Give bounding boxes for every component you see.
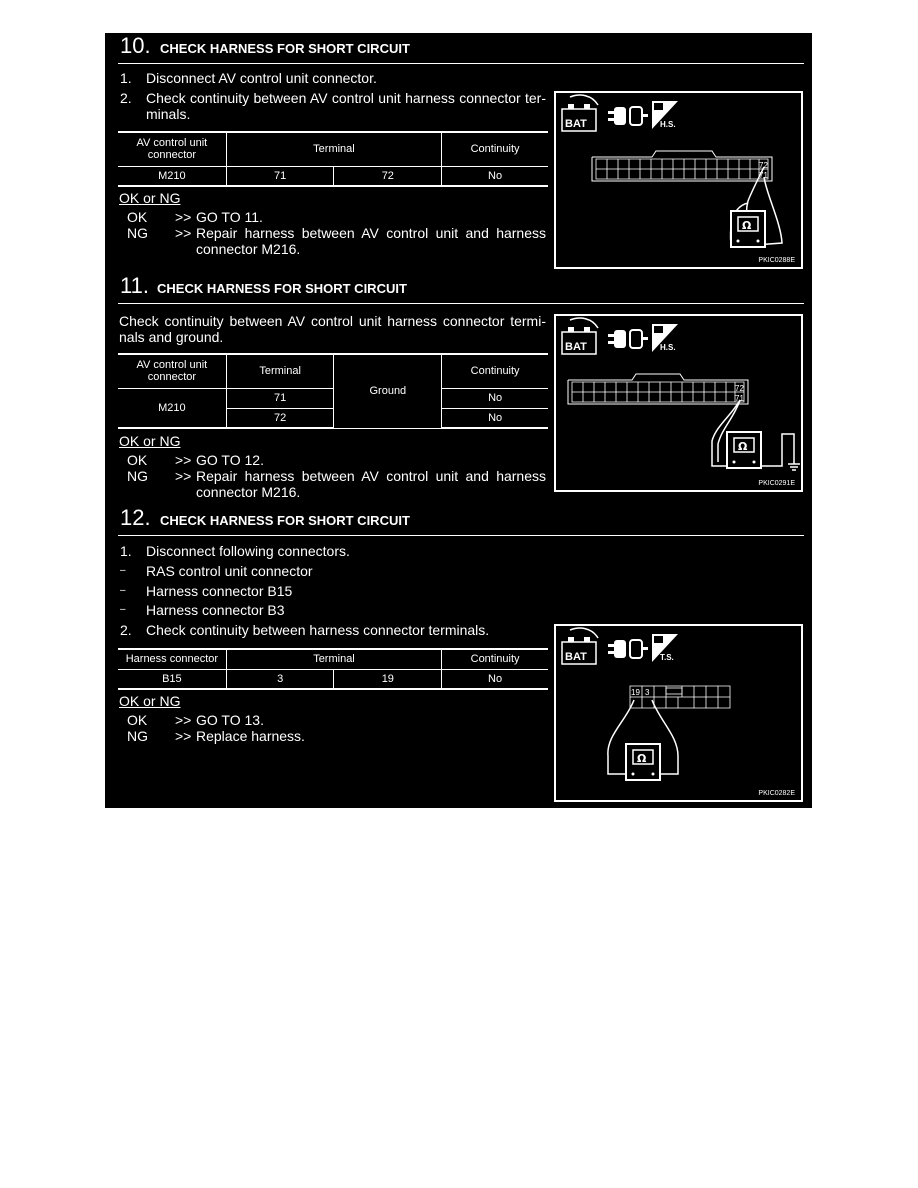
table-cell: 71 [226, 388, 334, 408]
result-text: GO TO 13. [196, 712, 264, 728]
table-cell: 19 [334, 669, 442, 689]
dash-bullet: – [120, 585, 126, 596]
table-cell: 71 [226, 166, 334, 186]
disconnect-connector-icon [608, 640, 648, 658]
hs-label: H.S. [660, 120, 676, 129]
step-number: 2. [120, 90, 132, 106]
section-title: CHECK HARNESS FOR SHORT CIRCUIT [157, 281, 407, 296]
figure-id: PKIC0291E [758, 480, 795, 487]
figure-id: PKIC0288E [758, 257, 795, 264]
ohmmeter-icon [626, 744, 660, 780]
step-text: Harness connector B15 [146, 583, 293, 599]
step-number: 1. [120, 543, 132, 559]
continuity-table [118, 353, 548, 429]
result-arrow: >> [175, 452, 192, 468]
battery-label: BAT [565, 651, 587, 663]
result-text: Repair harness between AV control unit and harness [196, 468, 546, 484]
table-cell: 72 [226, 408, 334, 428]
result-text: Replace harness. [196, 728, 305, 744]
battery-label: BAT [565, 118, 587, 130]
harness-diagram-svg [556, 626, 801, 800]
ohm-symbol: Ω [742, 219, 752, 232]
service-manual-page [105, 33, 812, 808]
section-number: 12. [120, 505, 151, 530]
section-10-header [118, 33, 804, 64]
ohm-symbol: Ω [738, 440, 748, 453]
terminal-label: 72 [759, 161, 768, 170]
ohm-symbol: Ω [637, 752, 647, 765]
section-title: CHECK HARNESS FOR SHORT CIRCUIT [160, 41, 410, 56]
dash-bullet: – [120, 604, 126, 615]
result-arrow: >> [175, 712, 192, 728]
step-text: Harness connector B3 [146, 602, 285, 618]
step-number: 2. [120, 622, 132, 638]
result-arrow: >> [175, 468, 192, 484]
result-text: GO TO 11. [196, 209, 263, 225]
result-arrow: >> [175, 225, 192, 241]
ts-label: T.S. [660, 653, 674, 662]
result-arrow: >> [175, 728, 192, 744]
terminal-label: 71 [735, 394, 744, 403]
table-cell: 3 [226, 669, 334, 689]
table-header: Harness connector [118, 649, 226, 669]
result-text-cont: connector M216. [196, 241, 301, 257]
ok-ng-title: OK or NG [119, 433, 181, 449]
continuity-table [118, 648, 548, 690]
step-text: Check continuity between AV control unit harness connector ter- [146, 90, 546, 106]
table-cell: No [442, 166, 548, 186]
ground-cell: Ground [334, 354, 442, 428]
result-code: NG [127, 468, 148, 484]
result-code: NG [127, 225, 148, 241]
connector [568, 374, 748, 404]
battery-icon [562, 628, 598, 664]
terminal-side-icon [652, 634, 678, 662]
table-cell: 72 [334, 166, 442, 186]
table-header: AV control unit connector [118, 354, 226, 388]
ohmmeter-icon [727, 432, 761, 468]
terminal-label: 72 [735, 384, 744, 393]
table-header: Continuity [442, 132, 548, 166]
harness-side-icon [652, 324, 678, 352]
section-11-header [118, 273, 804, 304]
terminal-label: 19 [631, 688, 640, 697]
hs-label: H.S. [660, 343, 676, 352]
table-cell: M210 [118, 388, 226, 428]
table-header: Continuity [442, 649, 548, 669]
result-text: Repair harness between AV control unit and harness [196, 225, 546, 241]
table-header: Terminal [226, 354, 334, 388]
step-number: 1. [120, 70, 132, 86]
disconnect-connector-icon [608, 330, 648, 348]
diagram-12 [554, 624, 803, 802]
terminal-label: 3 [645, 688, 650, 697]
section-number: 11. [120, 273, 149, 298]
step-text: Check continuity between harness connector terminals. [146, 622, 490, 638]
section-title: CHECK HARNESS FOR SHORT CIRCUIT [160, 513, 410, 528]
section-12-header [118, 505, 804, 536]
harness-diagram-svg [556, 316, 801, 490]
step-text: Disconnect following connectors. [146, 543, 350, 559]
intro-text: Check continuity between AV control unit harness connector termi- [119, 313, 546, 329]
step-text: RAS control unit connector [146, 563, 313, 579]
table-cell: M210 [118, 166, 226, 186]
section-number: 10. [120, 33, 151, 58]
diagram-11 [554, 314, 803, 492]
ohmmeter-icon [731, 211, 765, 247]
harness-diagram-svg [556, 93, 801, 267]
diagram-10 [554, 91, 803, 269]
dash-bullet: – [120, 565, 126, 576]
disconnect-connector-icon [608, 107, 648, 125]
table-header: Terminal [226, 649, 441, 669]
intro-text-cont: nals and ground. [119, 329, 224, 345]
result-arrow: >> [175, 209, 192, 225]
table-cell: No [442, 669, 548, 689]
figure-id: PKIC0282E [758, 790, 795, 797]
result-code: OK [127, 209, 148, 225]
continuity-table [118, 131, 548, 187]
table-header: Terminal [226, 132, 441, 166]
ground-icon [788, 464, 800, 470]
result-code: NG [127, 728, 148, 744]
table-cell: B15 [118, 669, 226, 689]
result-text-cont: connector M216. [196, 484, 301, 500]
table-cell: No [442, 408, 548, 428]
terminal-label: 71 [759, 171, 768, 180]
table-header: Continuity [442, 354, 548, 388]
ok-ng-title: OK or NG [119, 190, 181, 206]
connector [592, 151, 772, 181]
step-text-cont: minals. [146, 106, 191, 122]
battery-icon [562, 95, 598, 131]
table-cell: No [442, 388, 548, 408]
step-text: Disconnect AV control unit connector. [146, 70, 377, 86]
result-text: GO TO 12. [196, 452, 264, 468]
result-code: OK [127, 452, 148, 468]
result-code: OK [127, 712, 148, 728]
table-header: AV control unit connector [118, 132, 226, 166]
ok-ng-title: OK or NG [119, 693, 181, 709]
battery-label: BAT [565, 341, 587, 353]
harness-side-icon [652, 101, 678, 129]
battery-icon [562, 318, 598, 354]
